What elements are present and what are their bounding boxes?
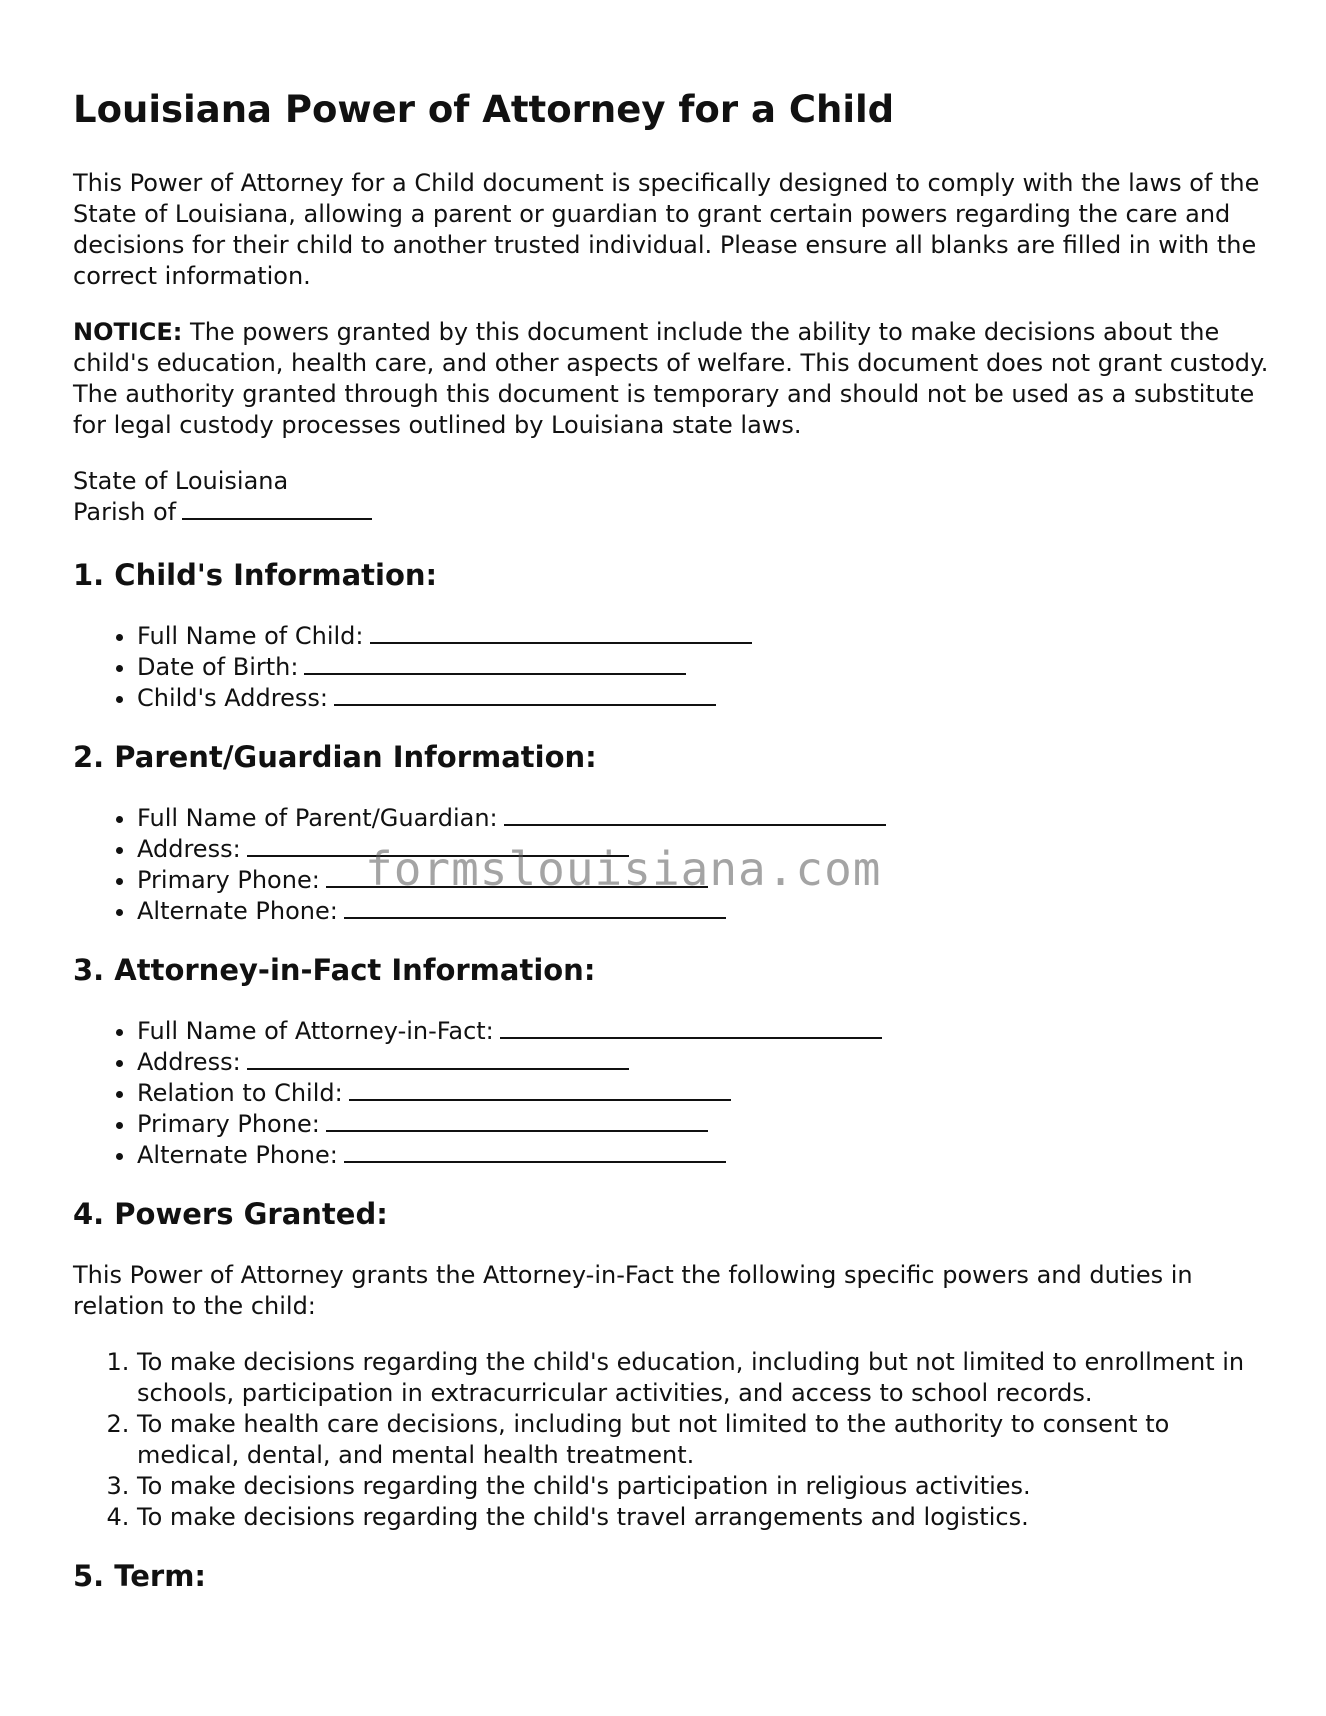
field-label: Primary Phone: [137,865,320,894]
state-block [73,466,1273,528]
page-title: Louisiana Power of Attorney for a Child [73,88,895,131]
field-label: Primary Phone: [137,1109,320,1138]
state-line: State of Louisiana [73,467,289,496]
notice-text: The powers granted by this document include the ability to make decisions about the child's education, health care, and other aspects of welfare. This document does not grant custody. The authority granted through this document is temporary and should not be used as a substitute for legal custody processes outlined by Louisiana state laws. [73,318,1269,440]
child-fields-list [73,621,1273,714]
parish-line [73,497,1273,528]
list-item [137,1109,1273,1140]
notice-label: NOTICE: [73,318,183,347]
list-item: 3. To make decisions regarding the child's participation in religious activities. [137,1471,1273,1502]
child-address-blank[interactable] [334,684,716,706]
list-item: 2. To make health care decisions, including but not limited to the authority to consent to medical, dental, and mental health treatment. [137,1409,1273,1471]
parent-alternate-phone-blank[interactable] [344,897,726,919]
parish-blank[interactable] [182,498,372,520]
list-item [137,652,1273,683]
list-item [137,1016,1273,1047]
field-label: Address: [137,834,241,863]
list-item [137,803,1273,834]
section-heading-child: 1. Child's Information: [73,558,438,593]
list-item [137,1140,1273,1171]
powers-intro: This Power of Attorney grants the Attorney-in-Fact the following specific powers and duties in relation to the child: [73,1260,1193,1320]
parish-label: Parish of [73,498,177,527]
attorney-primary-phone-blank[interactable] [326,1110,708,1132]
field-label: Date of Birth: [137,653,299,682]
relation-blank[interactable] [349,1079,731,1101]
attorney-address-blank[interactable] [247,1048,629,1070]
field-label: Full Name of Attorney-in-Fact: [137,1016,494,1045]
list-item [137,683,1273,714]
field-label: Full Name of Child: [137,622,364,651]
list-item: 4. To make decisions regarding the child's travel arrangements and logistics. [137,1502,1273,1533]
birth-date-blank[interactable] [304,653,686,675]
attorney-name-blank[interactable] [500,1017,882,1039]
field-label: Full Name of Parent/Guardian: [137,803,498,832]
field-label: Child's Address: [137,684,328,713]
child-name-blank[interactable] [370,622,752,644]
intro-paragraph: This Power of Attorney for a Child document is specifically designed to comply with the laws of the State of Louisiana, allowing a parent or guardian to grant certain powers regarding the care and decisions for their child to another trusted individual. Please ensure all blanks are filled in with the correct information. [73,169,1260,291]
section-heading-powers: 4. Powers Granted: [73,1196,388,1231]
watermark: formslouisiana.com [365,842,882,896]
list-item: 1. To make decisions regarding the child's education, including but not limited to enrollment in schools, participation in extracurricular activities, and access to school records. [137,1347,1273,1409]
list-item [137,621,1273,652]
field-label: Alternate Phone: [137,1140,338,1169]
field-label: Relation to Child: [137,1078,343,1107]
notice-paragraph [73,317,1273,441]
parent-name-blank[interactable] [504,804,886,826]
powers-list [73,1347,1273,1533]
list-item [137,896,1273,927]
attorney-fields-list [73,1016,1273,1171]
field-label: Alternate Phone: [137,896,338,925]
list-item [137,1078,1273,1109]
section-heading-parent: 2. Parent/Guardian Information: [73,740,597,775]
attorney-alternate-phone-blank[interactable] [344,1141,726,1163]
section-heading-attorney: 3. Attorney-in-Fact Information: [73,952,596,987]
section-heading-term: 5. Term: [73,1558,207,1593]
field-label: Address: [137,1047,241,1076]
list-item [137,1047,1273,1078]
